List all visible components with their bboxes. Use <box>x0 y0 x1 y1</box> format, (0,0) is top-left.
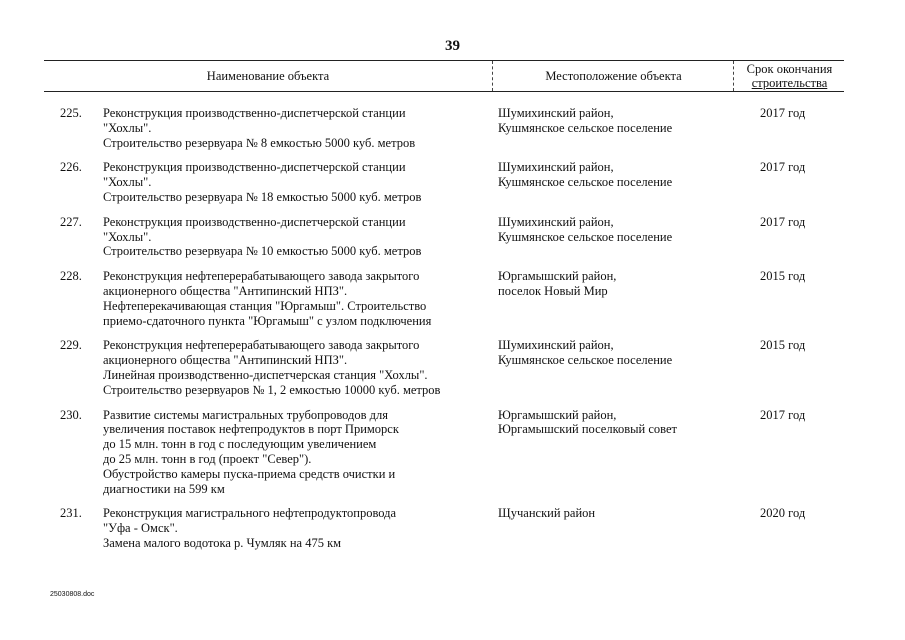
header-term-line-2: строительства <box>751 76 828 90</box>
object-name <box>103 506 498 550</box>
object-location <box>498 269 728 299</box>
object-location-line: Шумихинский район, <box>498 214 614 229</box>
object-name-line: акционерного общества "Антипинский НПЗ". <box>103 353 348 368</box>
header-location: Местоположение объекта <box>492 61 734 91</box>
object-name-line: до 15 млн. тонн в год с последующим увеличением <box>103 437 377 452</box>
object-location-line: Шумихинский район, <box>498 338 614 353</box>
object-location <box>498 408 728 438</box>
row-number: 231. <box>60 506 82 521</box>
row-number: 225. <box>60 106 82 120</box>
object-name-line: Строительство резервуара № 10 емкостью 5000 куб. метров <box>103 244 422 259</box>
table-body <box>0 106 905 561</box>
object-name-line: до 25 млн. тонн в год (проект "Север"). <box>103 451 312 466</box>
object-name-line: Строительство резервуаров № 1, 2 емкостью 10000 куб. метров <box>103 382 441 397</box>
object-location-line: Шумихинский район, <box>498 106 614 120</box>
table-row <box>0 408 905 497</box>
table-row <box>0 106 905 150</box>
object-name-line: Замена малого водотока р. Чумляк на 475 км <box>103 535 342 550</box>
row-number: 229. <box>60 338 82 353</box>
table-row <box>0 269 905 328</box>
table-header <box>44 60 844 92</box>
object-name-line: Обустройство камеры пуска-приема средств очистки и <box>103 466 396 481</box>
object-name <box>103 338 498 397</box>
object-name <box>103 106 498 150</box>
object-location <box>498 106 728 136</box>
row-number: 228. <box>60 269 82 284</box>
object-location <box>498 506 728 521</box>
object-location <box>498 160 728 190</box>
page-number: 39 <box>445 38 460 54</box>
object-location <box>498 338 728 368</box>
object-name <box>103 408 498 497</box>
table-row <box>0 215 905 259</box>
object-name-line: увеличения поставок нефтепродуктов в порт Приморск <box>103 422 399 437</box>
object-name-line: Реконструкция производственно-диспетчерской станции <box>103 160 406 175</box>
object-name <box>103 160 498 204</box>
object-name-line: "Уфа - Омск". <box>103 521 178 536</box>
object-name-line: Реконструкция магистрального нефтепродуктопровода <box>103 506 397 521</box>
object-name-line: "Хохлы". <box>103 120 152 135</box>
object-location-line: Юргамышский поселковый совет <box>498 422 678 437</box>
row-number: 230. <box>60 407 82 422</box>
construction-term: 2017 год <box>760 407 806 422</box>
construction-term: 2017 год <box>760 106 806 120</box>
object-name-line: приемо-сдаточного пункта "Юргамыш" с узлом подключения <box>103 313 432 328</box>
table-row <box>0 160 905 204</box>
construction-term: 2017 год <box>760 160 806 175</box>
row-number: 227. <box>60 214 82 229</box>
header-term <box>733 61 845 91</box>
object-name <box>103 269 498 328</box>
object-location-line: поселок Новый Мир <box>498 283 608 298</box>
document-filename: 25030808.doc <box>50 591 95 598</box>
table-row <box>0 506 905 550</box>
object-name-line: Линейная производственно-диспетчерская станция "Хохлы". <box>103 367 428 382</box>
object-name-line: акционерного общества "Антипинский НПЗ". <box>103 283 348 298</box>
object-location-line: Кушмянское сельское поселение <box>498 175 673 190</box>
object-location-line: Юргамышский район, <box>498 407 617 422</box>
object-name-line: Реконструкция нефтеперерабатывающего завода закрытого <box>103 269 420 284</box>
object-location-line: Щучанский район <box>498 506 596 521</box>
object-name <box>103 215 498 259</box>
object-name-line: Реконструкция производственно-диспетчерской станции <box>103 214 406 229</box>
object-name-line: Строительство резервуара № 8 емкостью 5000 куб. метров <box>103 135 416 150</box>
construction-term: 2017 год <box>760 214 806 229</box>
header-name: Наименование объекта <box>206 69 330 83</box>
construction-term: 2015 год <box>760 338 806 353</box>
header-term-line-1: Срок окончания <box>746 62 833 76</box>
construction-term: 2020 год <box>760 506 806 521</box>
object-location-line: Кушмянское сельское поселение <box>498 229 673 244</box>
table-row <box>0 338 905 397</box>
object-name-line: диагностики на 599 км <box>103 481 225 496</box>
object-name-line: "Хохлы". <box>103 229 152 244</box>
object-location <box>498 215 728 245</box>
object-name-line: Реконструкция нефтеперерабатывающего завода закрытого <box>103 338 420 353</box>
object-name-line: "Хохлы". <box>103 175 152 190</box>
object-name-line: Реконструкция производственно-диспетчерской станции <box>103 106 406 120</box>
construction-term: 2015 год <box>760 269 806 284</box>
object-location-line: Кушмянское сельское поселение <box>498 353 673 368</box>
object-location-line: Шумихинский район, <box>498 160 614 175</box>
object-name-line: Нефтеперекачивающая станция "Юргамыш". Строительство <box>103 298 427 313</box>
object-name-line: Строительство резервуара № 18 емкостью 5000 куб. метров <box>103 189 422 204</box>
object-location-line: Юргамышский район, <box>498 269 617 284</box>
row-number: 226. <box>60 160 82 175</box>
object-name-line: Развитие системы магистральных трубопроводов для <box>103 407 389 422</box>
object-location-line: Кушмянское сельское поселение <box>498 120 673 135</box>
